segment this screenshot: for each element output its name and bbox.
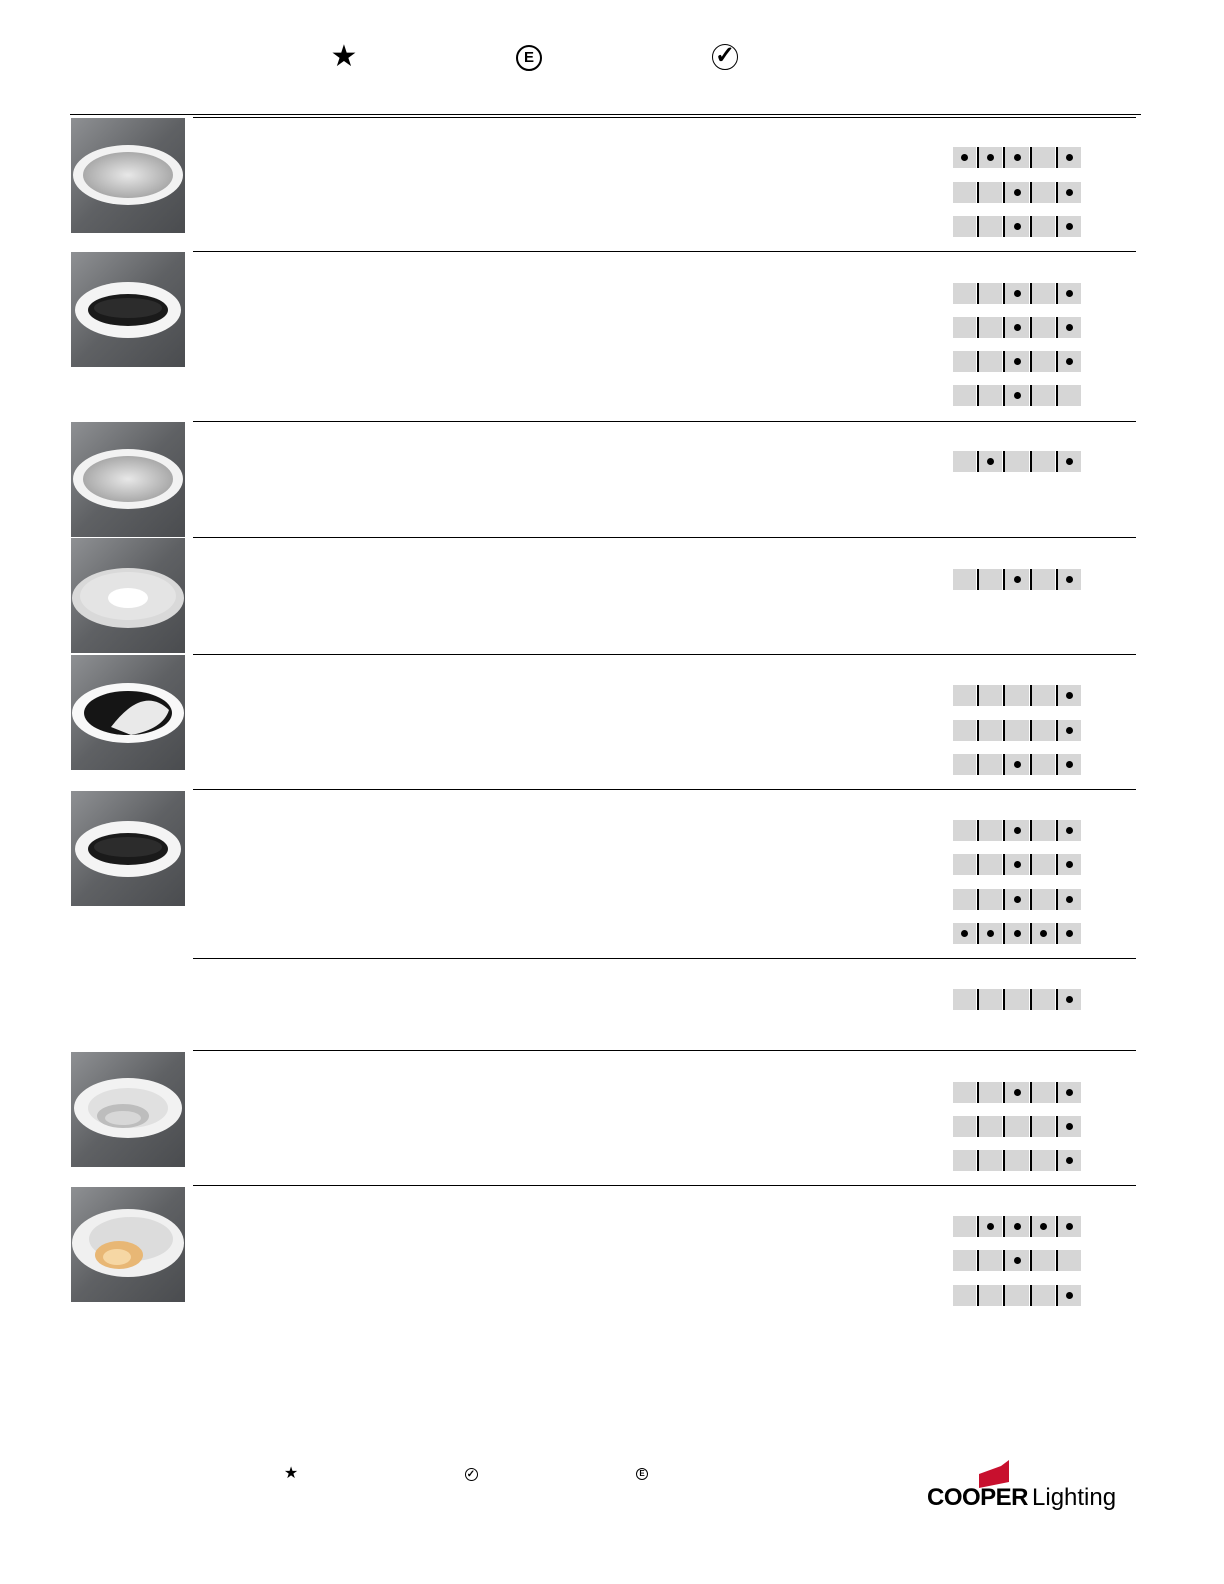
availability-cell [1003,385,1029,406]
cooper-lighting-logo [927,1458,1117,1514]
availability-cell [977,1216,1003,1237]
available-dot [1066,827,1073,834]
availability-cell [1056,182,1081,203]
available-dot [1014,861,1021,868]
section-rule [193,421,1136,422]
availability-cell [977,317,1003,338]
availability-cell [977,1150,1003,1171]
availability-row [953,1082,1081,1103]
product-thumbnail-gimbal-trim [71,1052,185,1167]
availability-cell [953,1216,977,1237]
availability-cell [1030,385,1056,406]
available-dot [1014,930,1021,937]
availability-cell [1056,1250,1081,1271]
availability-cell [1003,720,1029,741]
availability-cell [1030,1216,1056,1237]
availability-cell [1056,1082,1081,1103]
product-thumbnail-lens-trim-clear [71,118,185,233]
availability-cell [977,351,1003,372]
section-rule [193,958,1136,959]
available-dot [1040,930,1047,937]
product-thumbnail-baffle-trim-black [71,791,185,906]
logo-wordmark [927,1484,1116,1512]
availability-cell [953,685,977,706]
availability-cell [977,385,1003,406]
availability-cell [953,1150,977,1171]
section-rule [193,1050,1136,1051]
availability-cell [1003,1082,1029,1103]
availability-row [953,182,1081,203]
available-dot [987,458,994,465]
available-dot [1014,154,1021,161]
footer-energy-e-icon [635,1467,649,1481]
availability-cell [953,1082,977,1103]
product-thumbnail-lens-trim-clear [71,422,185,537]
available-dot [1066,290,1073,297]
available-dot [1014,290,1021,297]
available-dot [1066,1292,1073,1299]
available-dot [1014,1089,1021,1096]
availability-cell [1003,147,1029,168]
availability-cell [1030,685,1056,706]
available-dot [1066,727,1073,734]
available-dot [961,154,968,161]
availability-row [953,720,1081,741]
availability-cell [977,1285,1003,1306]
footer-check-icon [464,1467,478,1481]
availability-cell [1003,820,1029,841]
availability-cell [1030,1082,1056,1103]
availability-cell [953,1285,977,1306]
available-dot [1066,930,1073,937]
availability-cell [977,854,1003,875]
availability-cell [1003,1285,1029,1306]
availability-row [953,923,1081,944]
availability-cell [1030,283,1056,304]
availability-cell [1003,1116,1029,1137]
availability-row [953,1285,1081,1306]
availability-cell [1056,569,1081,590]
availability-cell [1003,989,1029,1010]
availability-cell [1030,216,1056,237]
availability-cell [977,216,1003,237]
availability-cell [1056,451,1081,472]
available-dot [1014,358,1021,365]
availability-cell [1056,923,1081,944]
availability-row [953,754,1081,775]
availability-cell [1056,854,1081,875]
section-rule [193,1185,1136,1186]
available-dot [987,1223,994,1230]
availability-cell [953,569,977,590]
availability-cell [953,451,977,472]
availability-cell [1056,351,1081,372]
availability-cell [953,720,977,741]
availability-cell [953,385,977,406]
availability-row [953,451,1081,472]
availability-cell [1030,1150,1056,1171]
availability-cell [977,820,1003,841]
availability-cell [977,283,1003,304]
availability-cell [953,889,977,910]
availability-cell [953,216,977,237]
availability-row [953,147,1081,168]
availability-cell [1030,1250,1056,1271]
availability-cell [1056,147,1081,168]
footer-check-glyph: ✓ [465,1468,478,1481]
availability-cell [953,1116,977,1137]
availability-cell [1030,989,1056,1010]
available-dot [1066,761,1073,768]
available-dot [1066,324,1073,331]
availability-cell [1030,754,1056,775]
availability-cell [1003,923,1029,944]
availability-cell [1030,317,1056,338]
availability-cell [1056,216,1081,237]
available-dot [1014,896,1021,903]
availability-row [953,569,1081,590]
availability-cell [977,754,1003,775]
availability-cell [977,923,1003,944]
footer-energy-e-glyph: E [636,1468,648,1480]
availability-cell [1003,351,1029,372]
availability-cell [1030,889,1056,910]
availability-cell [1003,754,1029,775]
availability-cell [977,182,1003,203]
availability-cell [1003,1216,1029,1237]
availability-row [953,385,1081,406]
availability-cell [1003,889,1029,910]
available-dot [1014,324,1021,331]
section-rule [193,789,1136,790]
availability-cell [953,989,977,1010]
available-dot [1014,392,1021,399]
availability-cell [977,1116,1003,1137]
availability-cell [1030,569,1056,590]
availability-row [953,854,1081,875]
product-thumbnail-baffle-trim-black [71,252,185,367]
availability-cell [1056,820,1081,841]
availability-cell [1056,1285,1081,1306]
availability-cell [1003,451,1029,472]
available-dot [1066,692,1073,699]
availability-cell [1056,989,1081,1010]
availability-row [953,889,1081,910]
availability-cell [953,1250,977,1271]
availability-cell [1030,182,1056,203]
available-dot [1066,996,1073,1003]
logo-brand: COOPER [927,1484,1029,1511]
availability-cell [1056,317,1081,338]
available-dot [1014,223,1021,230]
availability-cell [1030,147,1056,168]
availability-cell [1003,569,1029,590]
availability-cell [953,182,977,203]
section-rule [193,251,1136,252]
availability-row [953,283,1081,304]
availability-cell [1030,720,1056,741]
available-dot [1066,861,1073,868]
product-thumbnail-wall-wash-trim [71,655,185,770]
availability-cell [977,685,1003,706]
section-rule [193,537,1136,538]
availability-cell [953,317,977,338]
available-dot [1066,358,1073,365]
footer-star-icon: ★ [283,1465,299,1482]
availability-cell [1003,1150,1029,1171]
availability-row [953,1250,1081,1271]
availability-cell [1030,923,1056,944]
availability-cell [1056,685,1081,706]
available-dot [987,930,994,937]
availability-cell [953,283,977,304]
availability-cell [953,820,977,841]
availability-cell [977,1082,1003,1103]
availability-cell [977,569,1003,590]
available-dot [1066,576,1073,583]
availability-cell [977,720,1003,741]
available-dot [1066,223,1073,230]
availability-cell [1030,451,1056,472]
availability-cell [1030,820,1056,841]
available-dot [961,930,968,937]
availability-cell [953,147,977,168]
availability-row [953,685,1081,706]
availability-cell [953,754,977,775]
availability-cell [1003,1250,1029,1271]
availability-cell [977,989,1003,1010]
availability-cell [1003,283,1029,304]
star-icon: ★ [330,40,358,73]
availability-cell [953,923,977,944]
available-dot [1066,1089,1073,1096]
availability-cell [1003,317,1029,338]
available-dot [1066,189,1073,196]
availability-cell [1056,889,1081,910]
availability-cell [1030,1285,1056,1306]
available-dot [1014,1223,1021,1230]
availability-cell [1056,720,1081,741]
energy-e-glyph: E [516,45,542,71]
available-dot [987,154,994,161]
availability-cell [1056,1216,1081,1237]
availability-cell [1003,685,1029,706]
available-dot [1066,1157,1073,1164]
availability-row [953,989,1081,1010]
availability-cell [1003,182,1029,203]
logo-product: Lighting [1032,1484,1117,1511]
product-thumbnail-pinhole-trim [71,538,185,653]
availability-cell [1030,1116,1056,1137]
availability-cell [1056,385,1081,406]
available-dot [1066,896,1073,903]
available-dot [1014,827,1021,834]
availability-cell [953,854,977,875]
availability-cell [977,889,1003,910]
available-dot [1066,1123,1073,1130]
check-glyph: ✓ [712,44,738,70]
available-dot [1014,189,1021,196]
availability-cell [953,351,977,372]
availability-cell [977,147,1003,168]
availability-cell [1056,283,1081,304]
availability-cell [977,451,1003,472]
available-dot [1066,458,1073,465]
availability-row [953,1116,1081,1137]
availability-cell [1056,1116,1081,1137]
availability-row [953,1216,1081,1237]
availability-cell [1030,351,1056,372]
availability-cell [1056,1150,1081,1171]
available-dot [1040,1223,1047,1230]
available-dot [1014,761,1021,768]
availability-row [953,351,1081,372]
section-rule [193,654,1136,655]
available-dot [1066,154,1073,161]
available-dot [1014,576,1021,583]
availability-cell [977,1250,1003,1271]
availability-cell [1030,854,1056,875]
availability-cell [1003,216,1029,237]
available-dot [1066,1223,1073,1230]
availability-row [953,216,1081,237]
availability-row [953,317,1081,338]
product-thumbnail-eyeball-trim [71,1187,185,1302]
availability-cell [1056,754,1081,775]
available-dot [1014,1257,1021,1264]
availability-row [953,820,1081,841]
availability-row [953,1150,1081,1171]
availability-cell [1003,854,1029,875]
